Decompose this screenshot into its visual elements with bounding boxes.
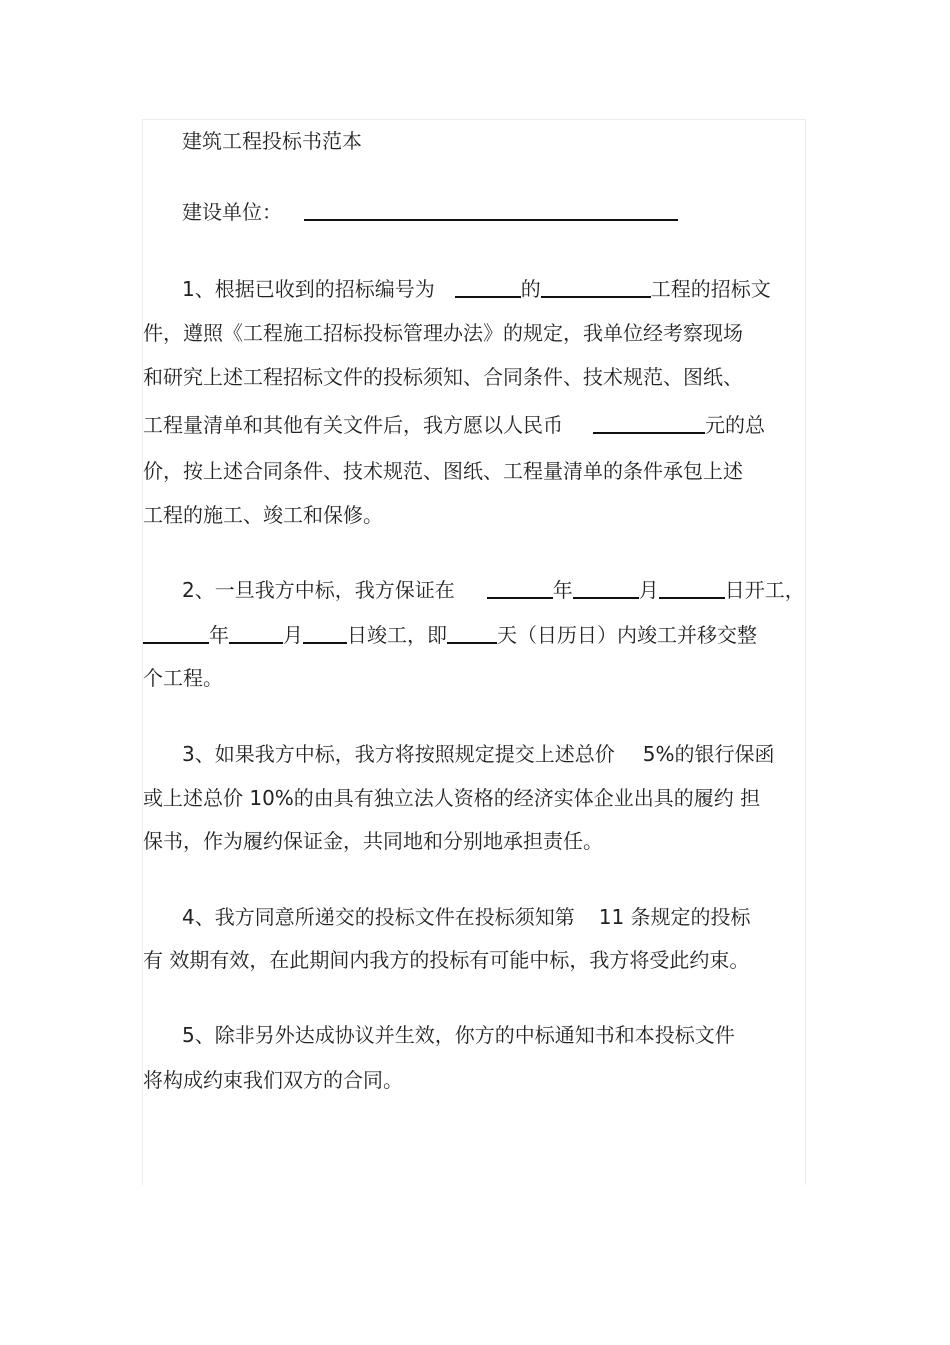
para1-text: 1、根据已收到的招标编号为 xyxy=(182,277,435,301)
para3-text: 5%的银行保函 xyxy=(642,742,775,766)
para2-text: 月 xyxy=(283,623,303,647)
para1-text: 的 xyxy=(520,277,541,301)
para2-text: 年 xyxy=(552,578,573,602)
para2-text: 2、一旦我方中标，我方保证在 xyxy=(182,578,455,602)
project-name-blank xyxy=(541,276,651,298)
para1-line5: 价，按上述合同条件、技术规范、图纸、工程量清单的条件承包上述 xyxy=(143,459,743,483)
para3-text: 3、如果我方中标，我方将按照规定提交上述总价 xyxy=(182,742,615,766)
para2-text: 年 xyxy=(209,623,229,647)
para4-text: 4、我方同意所递交的投标文件在投标须知第 xyxy=(182,905,575,929)
price-blank xyxy=(593,412,705,434)
document-title: 建筑工程投标书范本 xyxy=(182,129,362,153)
start-day-blank xyxy=(659,577,725,599)
start-year-blank xyxy=(487,577,553,599)
para2-line1 xyxy=(182,575,805,605)
para2-line2 xyxy=(143,620,757,650)
start-month-blank xyxy=(573,577,639,599)
recipient-label: 建设单位： xyxy=(182,200,282,224)
para1-line1 xyxy=(182,274,771,304)
finish-month-blank xyxy=(229,622,283,644)
recipient-line xyxy=(182,197,678,227)
para1-line3: 和研究上述工程招标文件的投标须知、合同条件、技术规范、图纸、 xyxy=(143,365,743,389)
para2-text: 天（日历日）内竣工并移交整 xyxy=(497,623,757,647)
finish-year-blank xyxy=(143,622,209,644)
para3-line3: 保书，作为履约保证金，共同地和分别地承担责任。 xyxy=(143,829,603,853)
para1-line2: 件，遵照《工程施工招标投标管理办法》的规定，我单位经考察现场 xyxy=(143,321,743,345)
para2-line3: 个工程。 xyxy=(143,666,223,690)
para2-text: 日开工， xyxy=(724,578,805,602)
para1-text: 元的总 xyxy=(705,413,765,437)
para1-line4 xyxy=(143,410,765,440)
para5-line2: 将构成约束我们双方的合同。 xyxy=(143,1068,403,1092)
duration-days-blank xyxy=(447,622,497,644)
para1-line6: 工程的施工、竣工和保修。 xyxy=(143,503,383,527)
para5-line1: 5、除非另外达成协议并生效，你方的中标通知书和本投标文件 xyxy=(182,1023,735,1047)
para4-text: 11 条规定的投标 xyxy=(598,905,751,929)
para4-line1 xyxy=(182,902,751,932)
para3-line2: 或上述总价 10%的由具有独立法人资格的经济实体企业出具的履约 担 xyxy=(143,786,761,810)
para3-line1 xyxy=(182,739,774,769)
para1-text: 工程量清单和其他有关文件后，我方愿以人民币 xyxy=(143,413,563,437)
bid-number-blank xyxy=(455,276,521,298)
para4-line2: 有 效期有效，在此期间内我方的投标有可能中标，我方将受此约束。 xyxy=(143,948,750,972)
para2-text: 月 xyxy=(638,578,659,602)
finish-day-blank xyxy=(303,622,347,644)
para2-text: 日竣工，即 xyxy=(347,623,447,647)
para1-text: 工程的招标文 xyxy=(650,277,771,301)
recipient-blank xyxy=(304,199,678,221)
